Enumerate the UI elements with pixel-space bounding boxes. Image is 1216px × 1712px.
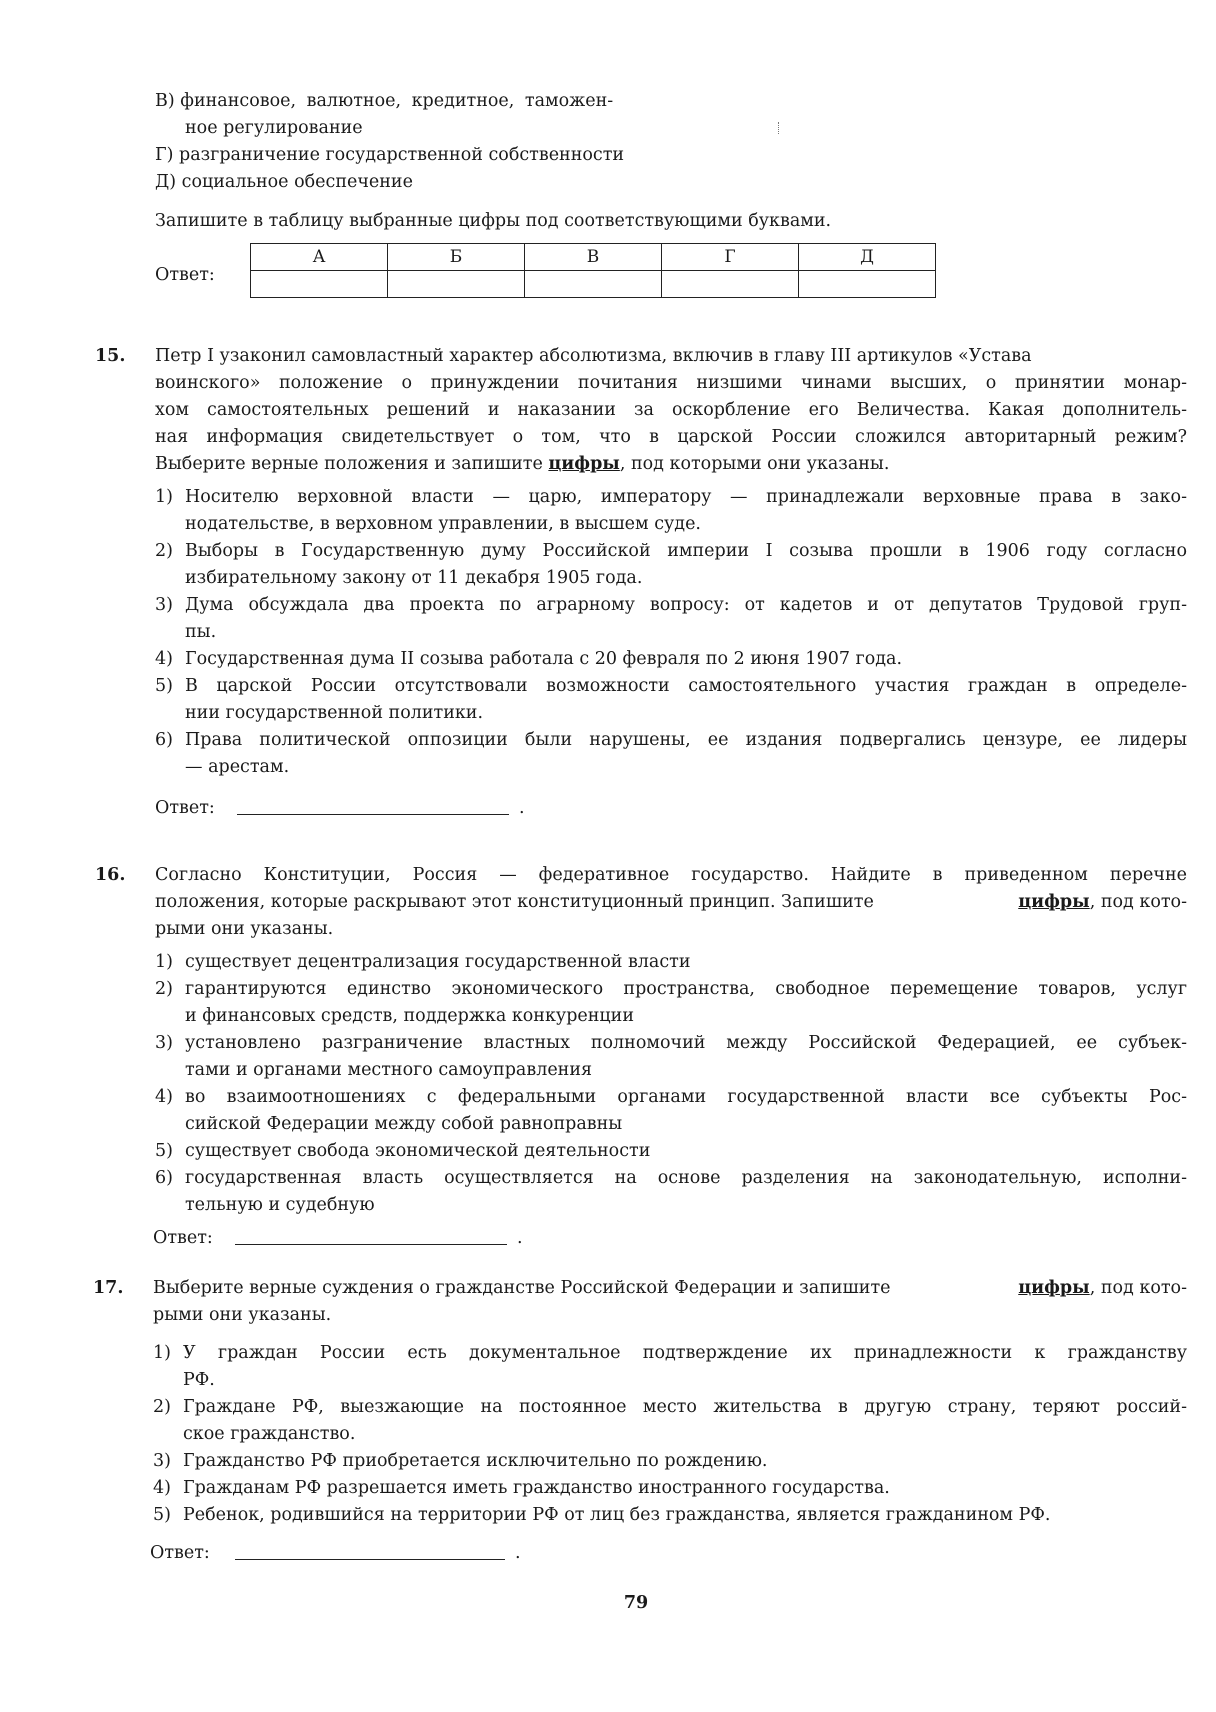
top-item-v-cont: ное регулирование [185,118,363,138]
question-text-line: рыми они указаны. [155,919,334,939]
option-num: 4) [153,1478,171,1498]
table-instruction: Запишите в таблицу выбранные цифры под соответствующими буквами. [155,211,832,231]
option-text: Дума обсуждала два проекта по аграрному вопросу: от кадетов и от депутатов Трудовой груп- [185,595,1187,615]
answer-table-header: Б [388,244,525,271]
answer-table-header: Д [799,244,936,271]
question-text-line: хом самостоятельных решений и наказании за оскорбление его Величества. Какая дополнитель- [155,400,1187,420]
option-num: 4) [155,649,173,669]
option-text: государственная власть осуществляется на основе разделения на законодательную, исполни- [185,1168,1187,1188]
question-text-line: воинского» положение о принуждении почитания низшими чинами высших, о принятии монар- [155,373,1187,393]
answer-cell-v[interactable] [525,271,662,298]
answer-table-header: В [525,244,662,271]
option-text: Носителю верховной власти — царю, императору — принадлежали верховные права в зако- [185,487,1187,507]
answer-line-16[interactable] [235,1244,507,1245]
option-text: тами и органами местного самоуправления [185,1060,593,1080]
option-text: — арестам. [185,757,290,777]
answer-table [250,243,936,298]
question-number: 16. [95,865,126,885]
option-num: 2) [153,1397,171,1417]
answer-end: . [515,1543,521,1563]
option-text: Гражданство РФ приобретается исключительно по рождению. [183,1451,768,1471]
option-num: 5) [155,1141,173,1161]
option-text: Граждане РФ, выезжающие на постоянное место жительства в другую страну, теряют россий- [183,1397,1187,1417]
option-text: существует децентрализация государственной власти [185,952,691,972]
answer-table-header: А [251,244,388,271]
answer-label: Ответ: [155,798,215,818]
page-number: 79 [623,1593,649,1613]
question-text-line: Выберите верные суждения о гражданстве Российской Федерации и запишите цифры, под кото- [153,1278,1187,1298]
option-num: 4) [155,1087,173,1107]
question-number: 15. [95,346,126,366]
top-item-v: В) финансовое, валютное, кредитное, таможен- [155,91,614,111]
question-text-line: ная информация свидетельствует о том, что в царской России сложился авторитарный режим? [155,427,1187,447]
option-text: РФ. [183,1370,215,1390]
answer-end: . [519,798,525,818]
option-text: гарантируются единство экономического пространства, свободное перемещение товаров, услуг [185,979,1187,999]
option-num: 1) [155,487,173,507]
scan-artifact [778,122,783,134]
question-number: 17. [93,1278,124,1298]
option-text: нии государственной политики. [185,703,484,723]
option-num: 5) [155,676,173,696]
answer-table-input-row [251,271,936,298]
answer-table-header-row [251,244,936,271]
question-text-line: Выберите верные положения и запишите цифры, под которыми они указаны. [155,454,890,474]
answer-cell-a[interactable] [251,271,388,298]
option-text: Выборы в Государственную думу Российской империи I созыва прошли в 1906 году согласно [185,541,1187,561]
answer-table-header: Г [662,244,799,271]
option-text: Права политической оппозиции были нарушены, ее издания подвергались цензуре, ее лидеры [185,730,1187,750]
option-num: 1) [153,1343,171,1363]
option-text: В царской России отсутствовали возможности самостоятельного участия граждан в определе- [185,676,1187,696]
option-num: 1) [155,952,173,972]
answer-line-15[interactable] [237,814,509,815]
top-item-d: Д) социальное обеспечение [155,172,413,192]
option-text: и финансовых средств, поддержка конкуренции [185,1006,635,1026]
answer-cell-g[interactable] [662,271,799,298]
option-text: Государственная дума II созыва работала с 20 февраля по 2 июня 1907 года. [185,649,903,669]
option-text: Гражданам РФ разрешается иметь гражданство иностранного государства. [183,1478,890,1498]
emphasis-digits: цифры [548,454,620,474]
emphasis-digits: цифры [1018,892,1090,912]
answer-end: . [517,1228,523,1248]
answer-line-17[interactable] [235,1559,505,1560]
emphasis-digits: цифры [1018,1278,1090,1298]
option-text: сийской Федерации между собой равноправны [185,1114,623,1134]
table-answer-label: Ответ: [155,265,215,285]
option-text: ское гражданство. [183,1424,356,1444]
option-text: установлено разграничение властных полномочий между Российской Федерацией, ее субъек- [185,1033,1187,1053]
option-text: Ребенок, родившийся на территории РФ от лиц без гражданства, является гражданином РФ. [183,1505,1051,1525]
question-text-line: рыми они указаны. [153,1305,332,1325]
question-text-line: положения, которые раскрывают этот конституционный принцип. Запишите цифры, под кото- [155,892,1187,912]
top-item-g: Г) разграничение государственной собственности [155,145,625,165]
answer-label: Ответ: [150,1543,210,1563]
option-text: тельную и судебную [185,1195,375,1215]
answer-label: Ответ: [153,1228,213,1248]
option-num: 3) [153,1451,171,1471]
option-num: 6) [155,1168,173,1188]
option-text: избирательному закону от 11 декабря 1905 года. [185,568,643,588]
option-text: существует свобода экономической деятельности [185,1141,651,1161]
option-num: 6) [155,730,173,750]
option-num: 2) [155,541,173,561]
option-num: 5) [153,1505,171,1525]
question-text-line: Петр I узаконил самовластный характер абсолютизма, включив в главу III артикулов «Устава [155,346,1032,366]
answer-cell-b[interactable] [388,271,525,298]
answer-cell-d[interactable] [799,271,936,298]
option-text: пы. [185,622,217,642]
option-text: нодательстве, в верховном управлении, в высшем суде. [185,514,701,534]
option-num: 3) [155,1033,173,1053]
option-num: 3) [155,595,173,615]
option-text: У граждан России есть документальное подтверждение их принадлежности к гражданству [183,1343,1187,1363]
option-num: 2) [155,979,173,999]
question-text-line: Согласно Конституции, Россия — федеративное государство. Найдите в приведенном перечне [155,865,1187,885]
option-text: во взаимоотношениях с федеральными органами государственной власти все субъекты Рос- [185,1087,1187,1107]
